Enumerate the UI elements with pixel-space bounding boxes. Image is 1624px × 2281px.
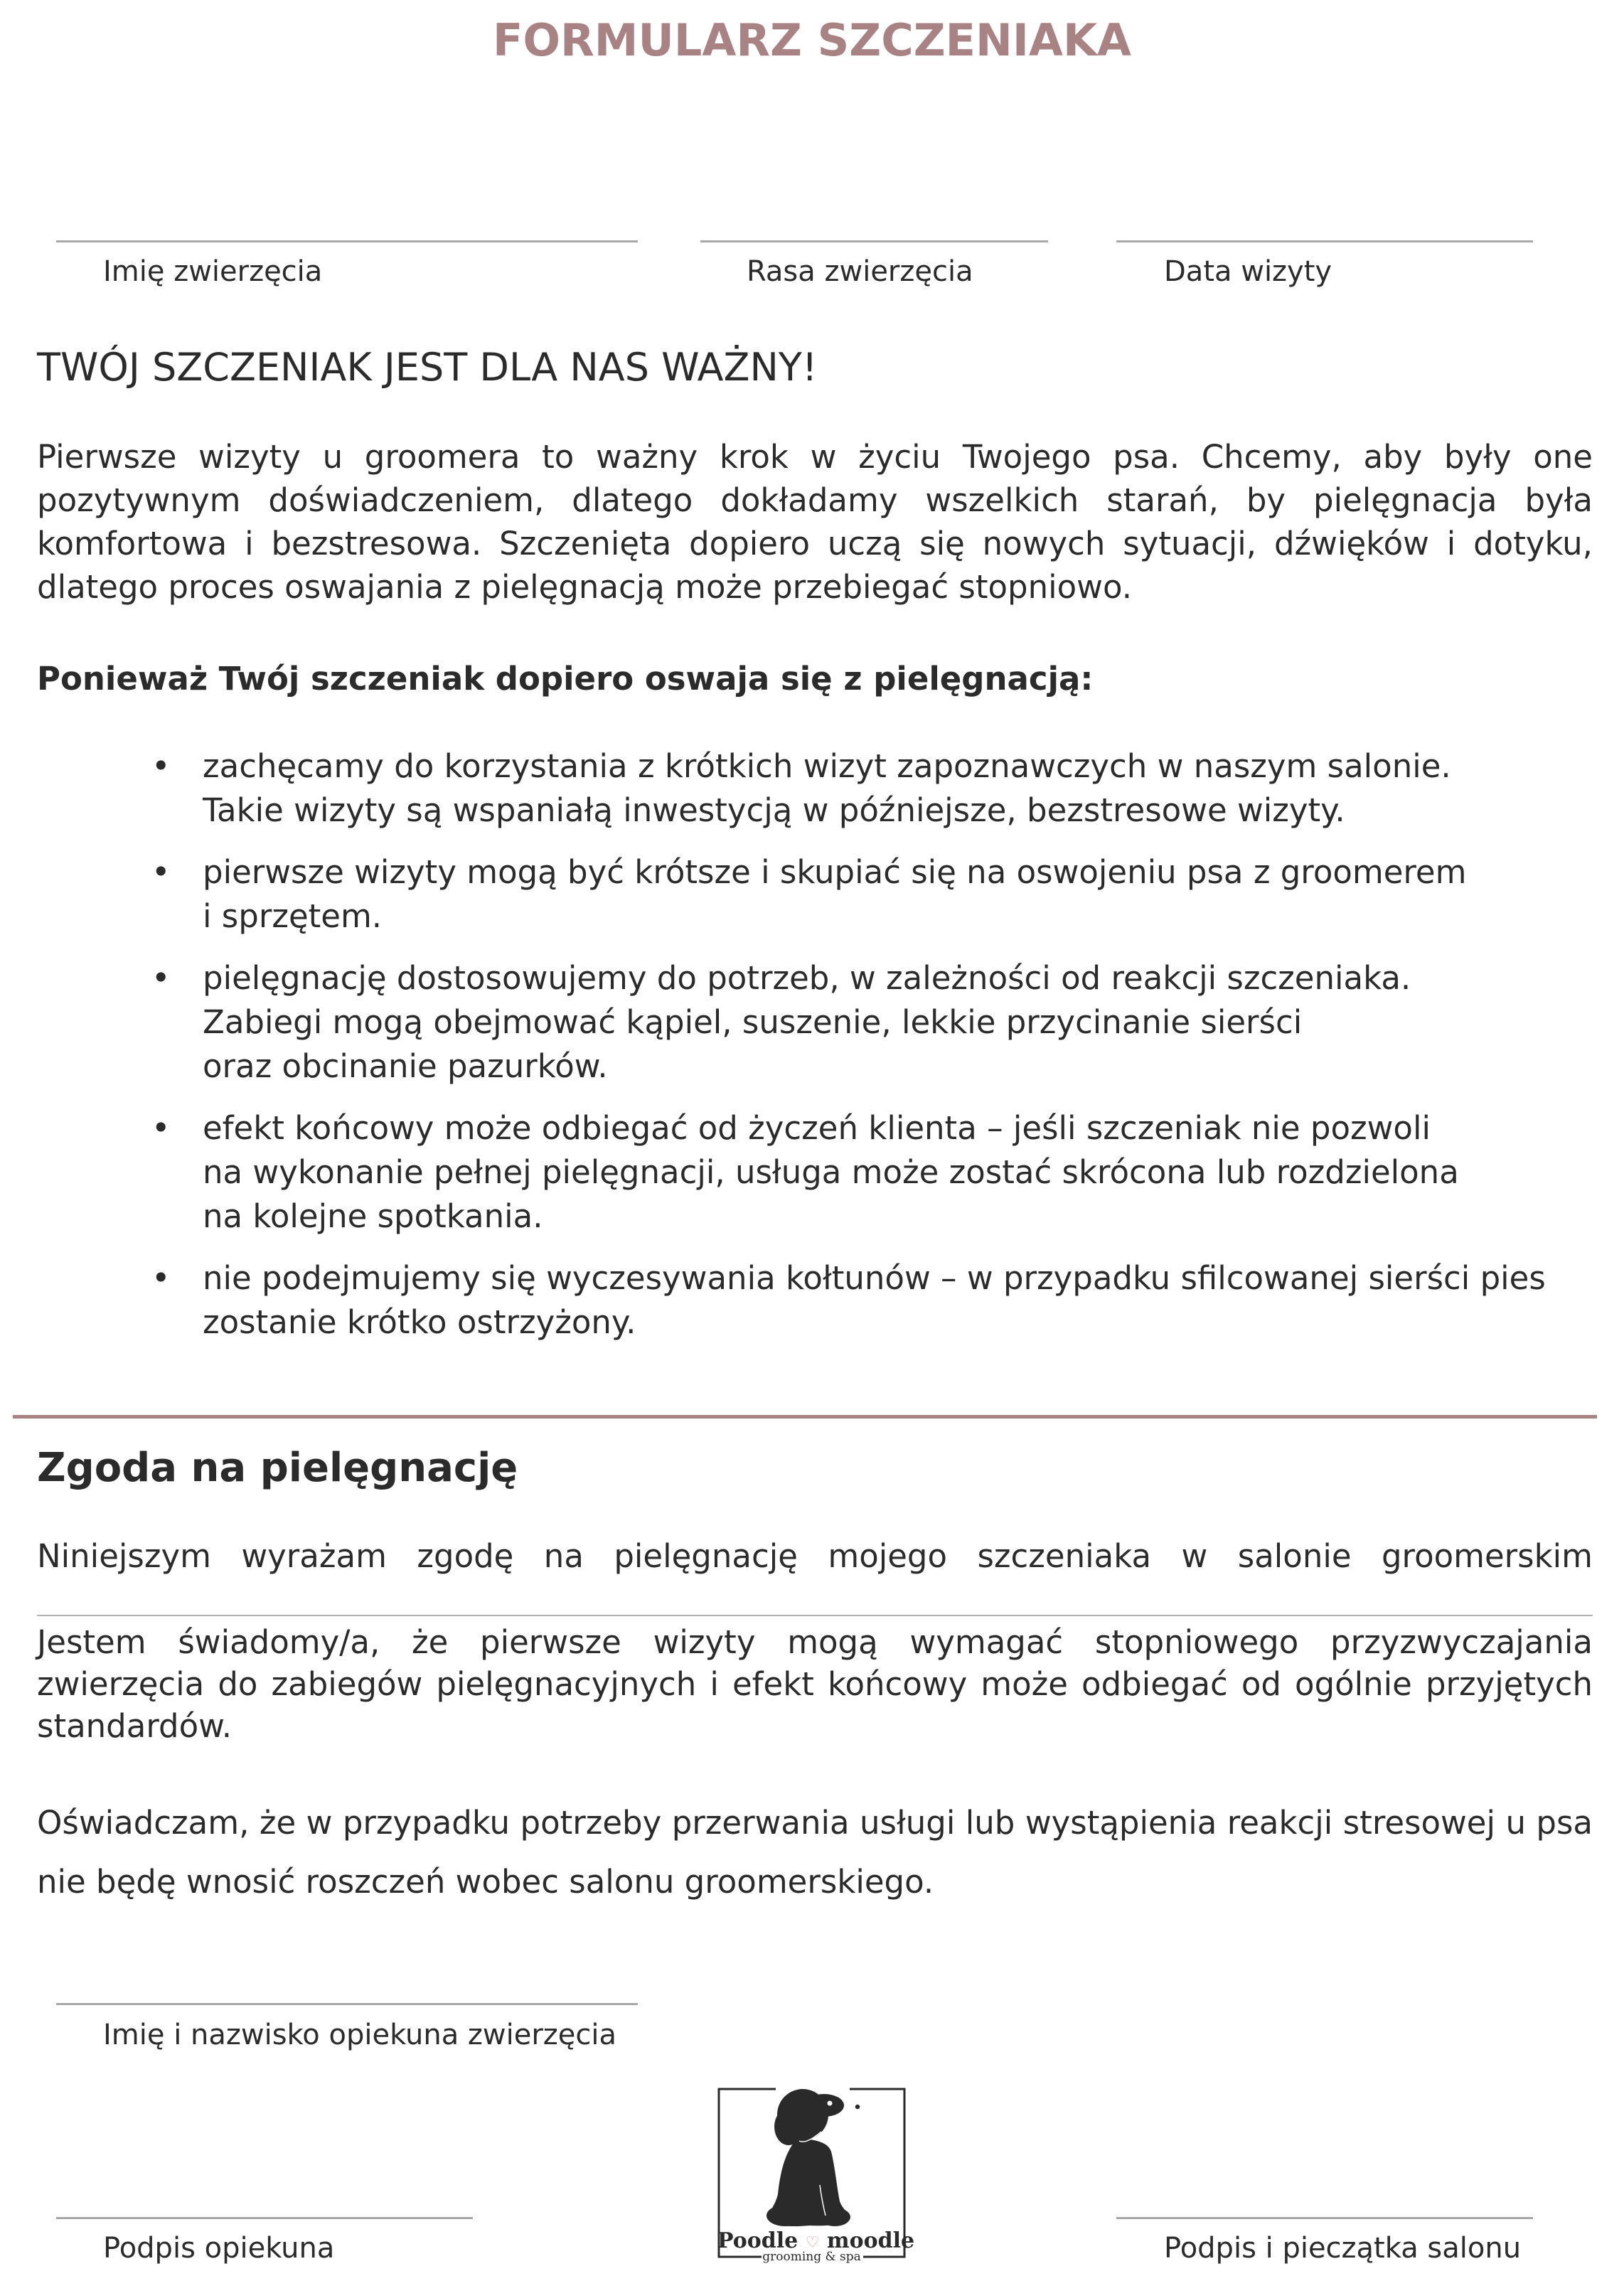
list-heading: Ponieważ Twój szczeniak dopiero oswaja się z pielęgnacją: [37,660,1094,698]
list-item-line: i sprzętem. [203,897,383,935]
consent-declaration: Oświadczam, że w przypadku potrzeby przerwania usługi lub wystąpienia reakcji stresowej u psa nie będę wnosić roszczeń wobec salonu groomerskiego. [37,1804,1593,1901]
logo-name-right: moodle [826,2228,915,2253]
poodle-silhouette-icon [766,2089,850,2226]
list-item-line: pierwsze wizyty mogą być krótsze i skupiać się na oswojeniu psa z groomerem [203,853,1467,891]
visit-date-label: Data wizyty [1164,255,1332,288]
owner-name-field[interactable] [56,2003,638,2005]
logo-tagline: grooming & spa [762,2250,861,2264]
intro-heading: TWÓJ SZCZENIAK JEST DLA NAS WAŻNY! [37,345,818,390]
heart-icon: ♡ [805,2233,820,2252]
list-item [142,744,1607,833]
salon-signature-label: Podpis i pieczątka salonu [1164,2232,1522,2265]
visit-date-field[interactable] [1116,240,1533,242]
list-item-line: pielęgnację dostosowujemy do potrzeb, w zależności od reakcji szczeniaka. [203,959,1411,997]
salon-logo [717,2088,915,2264]
bullet-icon: • [151,1259,171,1297]
logo-name-left: Poodle [717,2228,798,2253]
list-item [142,1106,1607,1239]
owner-signature-field[interactable] [56,2217,473,2219]
list-item-line: na kolejne spotkania. [203,1197,543,1235]
intro-paragraph: Pierwsze wizyty u groomera to ważny krok w życiu Twojego psa. Chcemy, aby były one pozytywnym doświadczeniem, dlatego dokładamy wszelkich starań, by pielęgnacja była komfortowa i bezstresowa. Szczenięta dopiero uczą się nowych sytuacji, dźwięków i dotyku, dlatego proces oswajania z pielęgnacją może przebiegać stopniowo. [37,438,1593,606]
owner-signature-label: Podpis opiekuna [103,2232,335,2265]
consent-statement: Niniejszym wyrażam zgodę na pielęgnację mojego szczeniaka w salonie groomerskim [37,1537,1593,1575]
bullet-icon: • [151,1109,171,1147]
owner-name-label: Imię i nazwisko opiekuna zwierzęcia [103,2019,617,2051]
section-divider [13,1415,1597,1419]
list-item [142,850,1607,939]
puppy-info-list [142,744,1607,1362]
list-item-line: Takie wizyty są wspaniałą inwestycją w późniejsze, bezstresowe wizyty. [203,791,1345,829]
consent-line[interactable] [37,1615,1593,1616]
pet-name-label: Imię zwierzęcia [103,255,323,288]
consent-awareness: Jestem świadomy/a, że pierwsze wizyty mogą wymagać stopniowego przyzwyczajania zwierzęcia do zabiegów pielęgnacyjnych i efekt końcowy może odbiegać od ogólnie przyjętych standardów. [37,1623,1593,1745]
list-item [142,956,1607,1089]
pet-breed-label: Rasa zwierzęcia [747,255,973,288]
pet-name-field[interactable] [56,240,638,242]
bullet-icon: • [151,853,171,891]
list-item-line: nie podejmujemy się wyczesywania kołtunów – w przypadku sfilcowanej sierści pies [203,1259,1546,1297]
list-item-line: efekt końcowy może odbiegać od życzeń klienta – jeśli szczeniak nie pozwoli [203,1109,1431,1147]
list-item-line: oraz obcinanie pazurków. [203,1047,608,1085]
list-item-line: zostanie krótko ostrzyżony. [203,1303,636,1341]
salon-signature-field[interactable] [1116,2217,1533,2219]
list-item-line: Zabiegi mogą obejmować kąpiel, suszenie, lekkie przycinanie sierści [203,1003,1303,1041]
form-title: FORMULARZ SZCZENIAKA [492,14,1131,66]
list-item-line: zachęcamy do korzystania z krótkich wizyt zapoznawczych w naszym salonie. [203,747,1451,785]
list-item [142,1256,1607,1345]
bullet-icon: • [151,959,171,997]
list-item-line: na wykonanie pełnej pielęgnacji, usługa może zostać skrócona lub rozdzielona [203,1153,1459,1191]
bullet-icon: • [151,747,171,785]
consent-heading: Zgoda na pielęgnację [37,1445,518,1491]
pet-breed-field[interactable] [700,240,1048,242]
